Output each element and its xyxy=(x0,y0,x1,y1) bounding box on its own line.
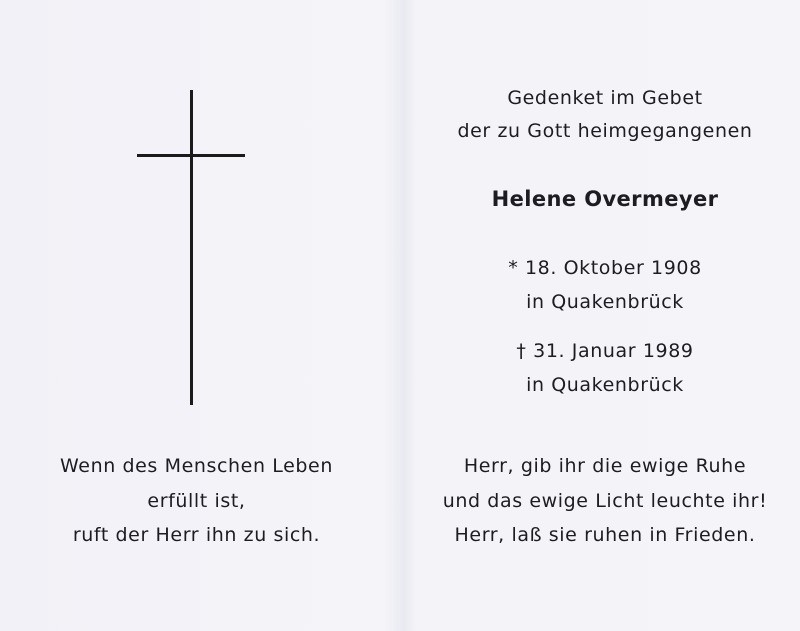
prayer-line-2: und das ewige Licht leuchte ihr! xyxy=(442,490,768,512)
left-panel xyxy=(0,0,393,631)
death-place: in Quakenbrück xyxy=(526,374,684,396)
cross-vertical-bar xyxy=(190,90,193,405)
birth-place: in Quakenbrück xyxy=(526,291,684,313)
verse-line-3: ruft der Herr ihn zu sich. xyxy=(72,524,321,546)
prayer-line-3: Herr, laß sie ruhen in Frieden. xyxy=(454,524,756,546)
verse-line-2: erfüllt ist, xyxy=(147,490,246,512)
intro-line-2: der zu Gott heimgegangenen xyxy=(457,120,753,142)
birth-date: * 18. Oktober 1908 xyxy=(508,257,702,279)
deceased-name: Helene Overmeyer xyxy=(491,187,719,211)
intro-line-1: Gedenket im Gebet xyxy=(507,87,703,109)
right-panel xyxy=(410,0,800,631)
cross-horizontal-bar xyxy=(137,154,245,157)
prayer-line-1: Herr, gib ihr die ewige Ruhe xyxy=(463,455,747,477)
verse-line-1: Wenn des Menschen Leben xyxy=(60,455,333,477)
death-date: † 31. Januar 1989 xyxy=(516,340,694,362)
